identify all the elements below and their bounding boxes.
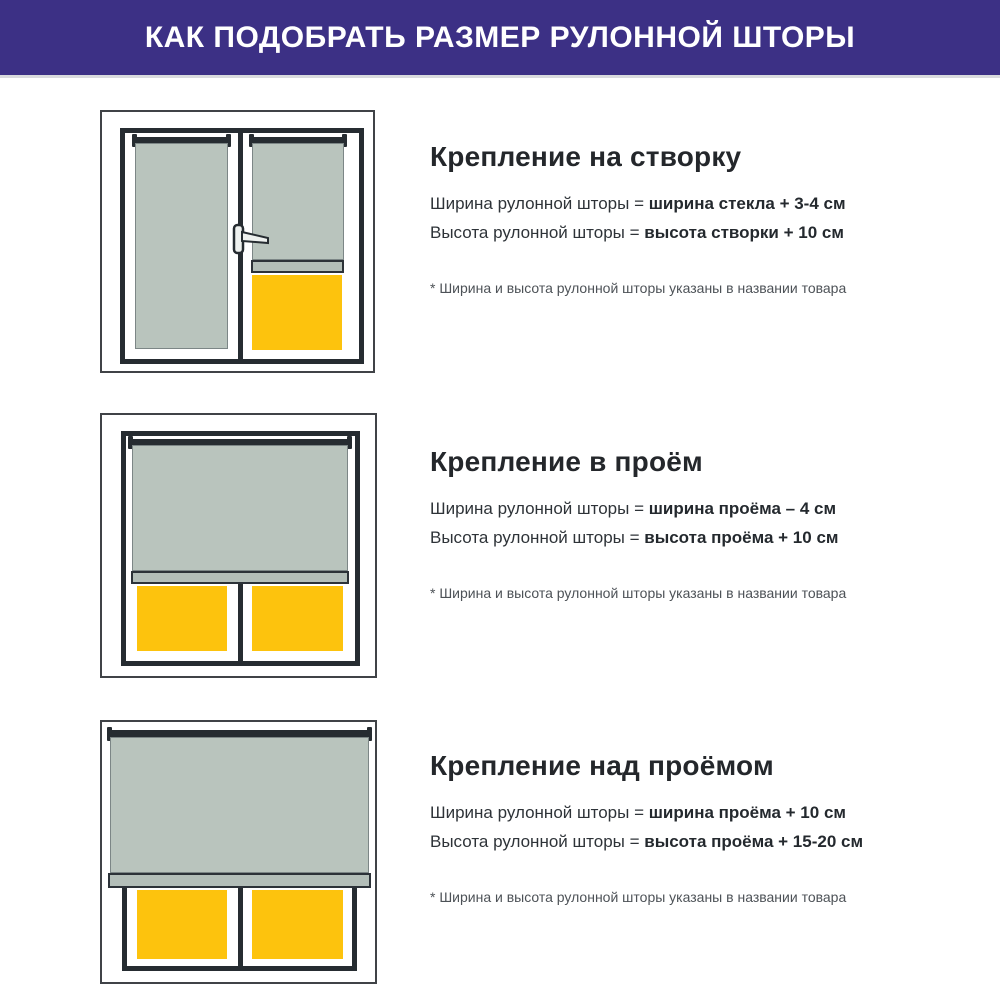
glass-pane	[137, 890, 227, 959]
window-illustration-sash-mount	[100, 110, 375, 373]
section-sash-mount	[430, 141, 990, 298]
height-formula: Высота рулонной шторы = высота створки + 10 см	[430, 223, 844, 242]
roller-blind-bar	[109, 730, 371, 737]
width-formula: Ширина рулонной шторы = ширина стекла + 3-4 см	[430, 194, 846, 213]
section-title: Крепление на створку	[430, 141, 742, 172]
window-illustration-opening-mount	[100, 413, 377, 678]
section-title: Крепление в проём	[430, 446, 703, 477]
footnote: * Ширина и высота рулонной шторы указаны в названии товара	[430, 280, 847, 296]
width-formula: Ширина рулонной шторы = ширина проёма + 10 см	[430, 803, 846, 822]
height-formula: Высота рулонной шторы = высота проёма + 10 см	[430, 528, 839, 547]
roller-blind-fabric	[135, 143, 228, 349]
window-handle-icon	[228, 218, 272, 260]
header-banner	[0, 0, 1000, 78]
section-opening-mount	[430, 446, 990, 603]
roller-blind-bottom-bar	[131, 571, 349, 584]
section-title: Крепление над проёмом	[430, 750, 774, 781]
window-sash-divider	[238, 888, 243, 971]
height-formula: Высота рулонной шторы = высота проёма + 15-20 см	[430, 832, 864, 851]
roller-blind-bottom-bar	[108, 873, 371, 888]
page-title: КАК ПОДОБРАТЬ РАЗМЕР РУЛОННОЙ ШТОРЫ	[144, 20, 856, 54]
window-sash-divider	[238, 584, 243, 661]
window-illustration-above-opening-mount	[100, 720, 377, 984]
glass-pane	[252, 890, 343, 959]
roller-blind-fabric	[132, 445, 348, 571]
footnote: * Ширина и высота рулонной шторы указаны в названии товара	[430, 889, 847, 905]
footnote: * Ширина и высота рулонной шторы указаны в названии товара	[430, 585, 847, 601]
glass-pane	[252, 586, 343, 651]
width-formula: Ширина рулонной шторы = ширина проёма – 4 см	[430, 499, 837, 518]
glass-pane	[137, 586, 227, 651]
section-above-opening-mount	[430, 750, 990, 907]
roller-blind-fabric	[110, 737, 369, 873]
glass-pane	[252, 275, 342, 350]
roller-blind-bottom-bar	[251, 260, 344, 273]
